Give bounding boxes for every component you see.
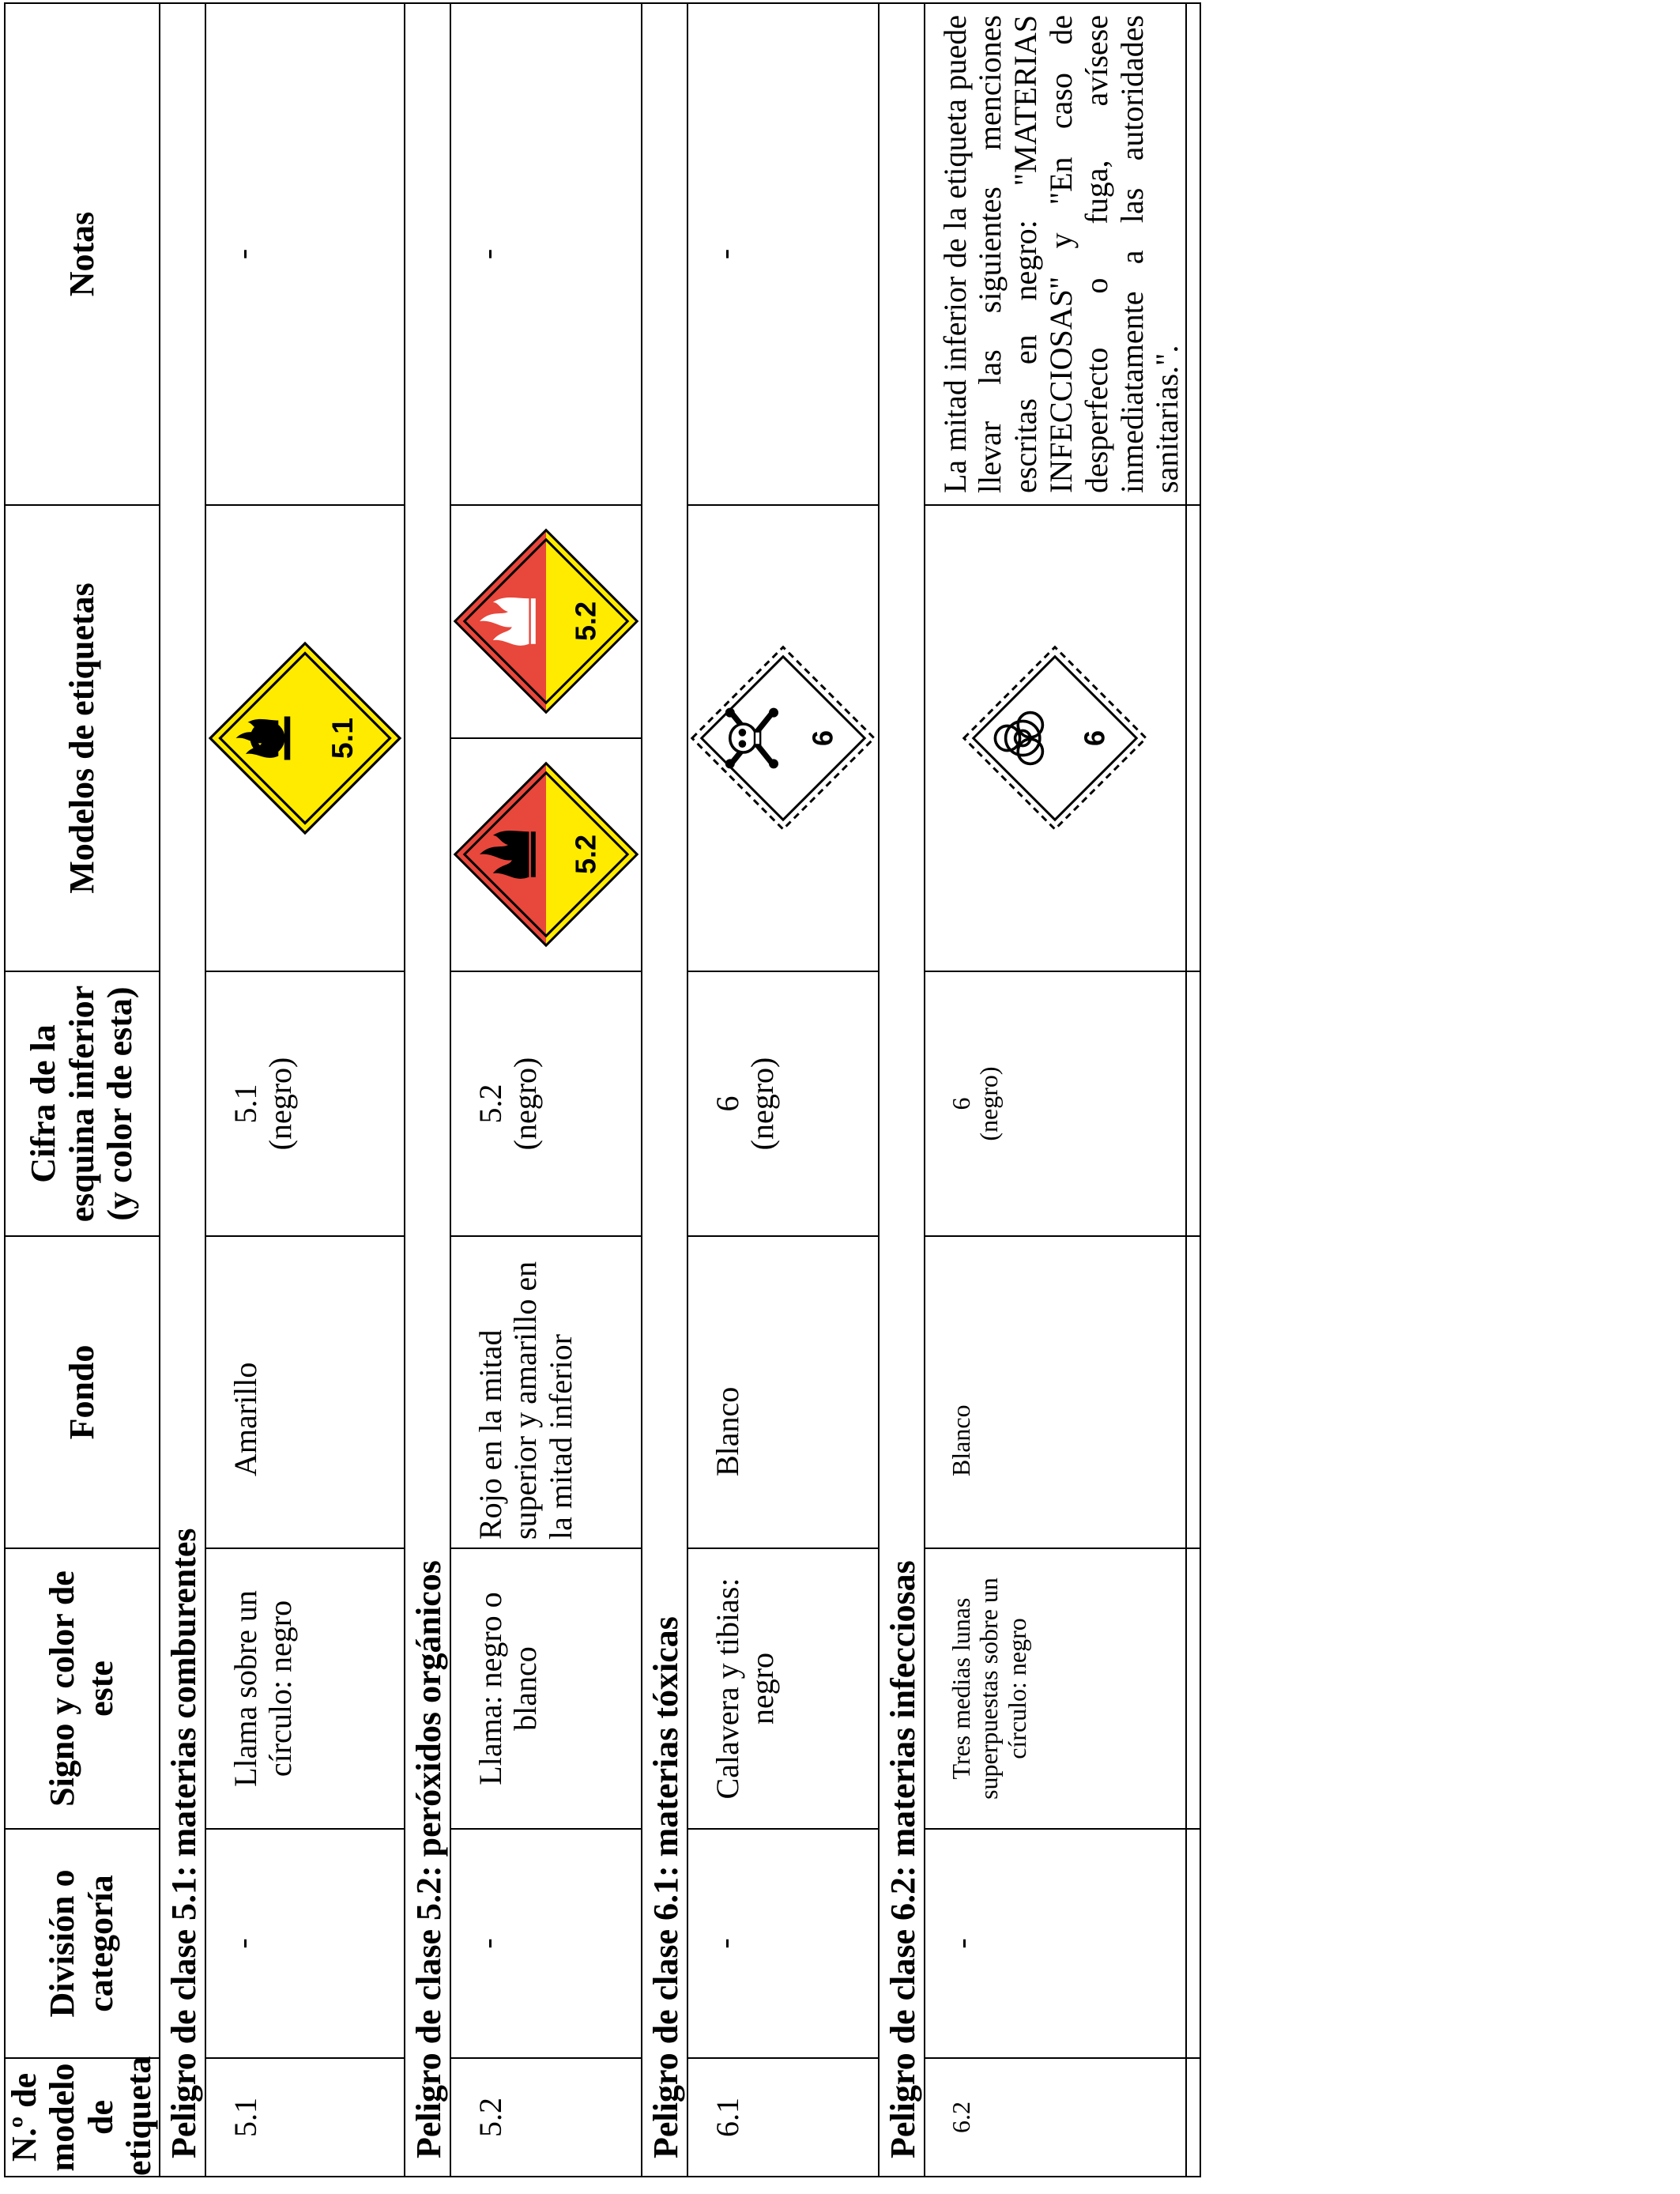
notes-value: - <box>450 3 642 505</box>
background-description: Blanco <box>925 1236 1187 1548</box>
header-symbol: Signo y color de este <box>5 1548 160 1829</box>
background-description: Amarillo <box>205 1236 405 1548</box>
table-bottom-spacer <box>1186 3 1200 2177</box>
label-6-2 <box>960 643 1150 833</box>
table-row <box>925 3 1187 2177</box>
label-class-number: 6 <box>805 729 838 747</box>
spacer-cell <box>1186 1548 1200 1829</box>
label-5-2-black-flame <box>451 760 641 950</box>
section-title-row <box>879 3 925 2177</box>
section-title: Peligro de clase 5.2: peróxidos orgánicos <box>405 3 450 2177</box>
section-title-row <box>405 3 450 2177</box>
label-6-1 <box>688 643 878 833</box>
figure-color: (negro) <box>974 1066 1004 1141</box>
figure-number: 6 <box>946 1097 975 1110</box>
notes-value: La mitad inferior de la etiqueta puede llevar las siguientes menciones escritas en negro: "MATERIAS INFECCIOSAS" y "En caso de desperfecto o fuga, avísese inmediatamente a las autoridades sanitarias.". <box>925 3 1187 505</box>
figure-cell <box>925 971 1187 1236</box>
symbol-description: Calavera y tibias: negro <box>687 1548 879 1829</box>
notes-value: - <box>687 3 879 505</box>
table-row <box>687 3 879 2177</box>
figure-color: (negro) <box>507 1057 544 1151</box>
figure-number: 5.2 <box>472 1084 508 1124</box>
header-background: Fondo <box>5 1236 160 1548</box>
section-title-row <box>642 3 687 2177</box>
figure-color: (negro) <box>744 1057 781 1151</box>
section-title: Peligro de clase 5.1: materias comburentes <box>160 3 205 2177</box>
background-description: Rojo en la mitad superior y amarillo en la mitad inferior <box>450 1236 642 1548</box>
spacer-cell <box>1186 3 1200 505</box>
label-class-number: 6 <box>1078 729 1111 747</box>
symbol-description: Llama sobre un círculo: negro <box>205 1548 405 1829</box>
header-row <box>5 3 160 2177</box>
spacer-cell <box>1186 971 1200 1236</box>
spacer-cell <box>1186 1829 1200 2058</box>
label-number: 5.1 <box>205 2058 405 2177</box>
division-value: - <box>925 1829 1187 2058</box>
table-row <box>450 3 642 2177</box>
label-number: 6.1 <box>687 2058 879 2177</box>
symbol-description: Tres medias lunas superpuestas sobre un círculo: negro <box>925 1548 1187 1829</box>
background-description: Blanco <box>687 1236 879 1548</box>
spacer-cell <box>1186 1236 1200 1548</box>
symbol-description: Llama: negro o blanco <box>450 1548 642 1829</box>
figure-cell <box>450 971 642 1236</box>
hazard-label-table <box>4 2 1201 2177</box>
spacer-cell <box>1186 2058 1200 2177</box>
division-value: - <box>450 1829 642 2058</box>
division-value: - <box>687 1829 879 2058</box>
table-row <box>205 3 405 2177</box>
header-models: Modelos de etiquetas <box>5 505 160 971</box>
figure-cell <box>205 971 405 1236</box>
label-model-right <box>451 506 641 737</box>
figure-color: (negro) <box>262 1057 299 1151</box>
label-models-cell <box>687 505 879 971</box>
spacer-cell <box>1186 505 1200 971</box>
figure-cell <box>687 971 879 1236</box>
label-model-left <box>451 737 641 971</box>
header-notes: Notas <box>5 3 160 505</box>
label-number: 5.2 <box>450 2058 642 2177</box>
header-division: División o categoría <box>5 1829 160 2058</box>
section-title-row <box>160 3 205 2177</box>
label-class-number: 5.1 <box>325 717 359 760</box>
label-5-2-white-flame <box>451 527 641 717</box>
section-title: Peligro de clase 6.2: materias infecciosas <box>879 3 925 2177</box>
figure-number: 6 <box>709 1095 745 1112</box>
header-figure: Cifra de la esquina inferior (y color de esta) <box>5 971 160 1236</box>
label-5-1 <box>206 639 404 837</box>
header-num: N.º de modelo de etiqueta <box>5 2056 159 2176</box>
label-number: 6.2 <box>925 2058 1187 2177</box>
notes-value: - <box>205 3 405 505</box>
label-class-number: 5.2 <box>568 835 601 875</box>
label-models-cell <box>450 505 642 971</box>
label-models-cell <box>925 505 1187 971</box>
figure-number: 5.1 <box>227 1084 263 1124</box>
label-models-cell <box>205 505 405 971</box>
division-value: - <box>205 1829 405 2058</box>
label-class-number: 5.2 <box>568 601 601 642</box>
section-title: Peligro de clase 6.1: materias tóxicas <box>642 3 687 2177</box>
